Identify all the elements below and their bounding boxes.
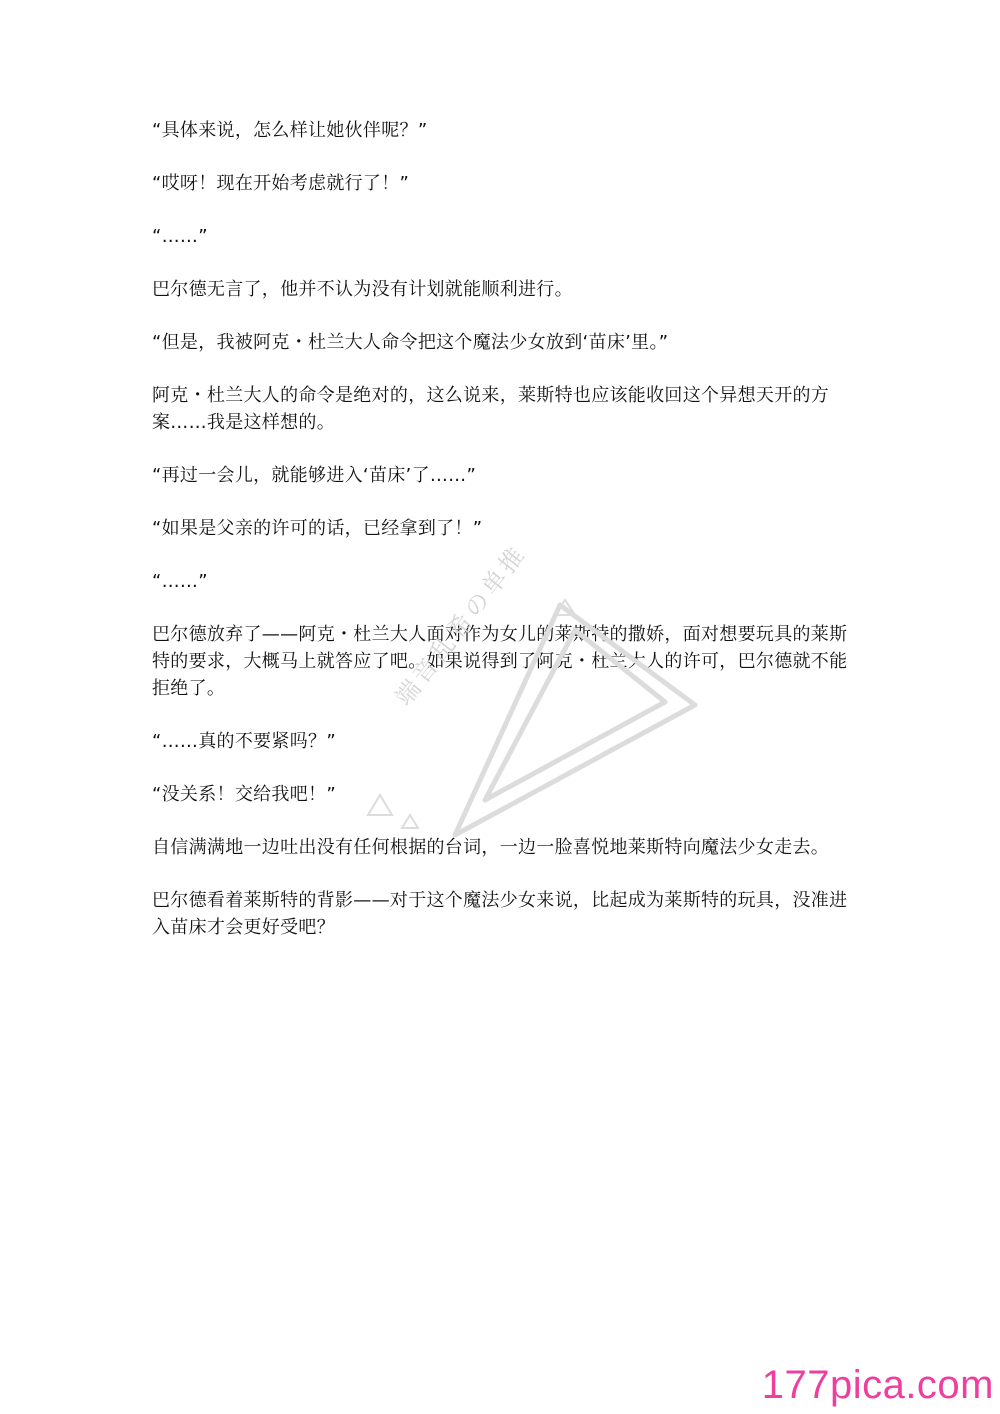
- paragraph: 巴尔德无言了，他并不认为没有计划就能顺利进行。: [152, 279, 573, 300]
- paragraph: “没关系！交给我吧！”: [152, 784, 336, 805]
- paragraph: “……真的不要紧吗？”: [152, 731, 336, 752]
- paragraph: “具体来说，怎么样让她伙伴呢？”: [152, 120, 428, 141]
- paragraph: “……”: [152, 226, 208, 247]
- site-watermark: 177pica.com: [761, 1363, 994, 1407]
- paragraph: 自信满满地一边吐出没有任何根据的台词，一边一脸喜悦地莱斯特向魔法少女走去。: [152, 837, 830, 858]
- paragraph: “哎呀！现在开始考虑就行了！”: [152, 173, 410, 194]
- paragraph: 阿克・杜兰大人的命令是绝对的，这么说来，莱斯特也应该能收回这个异想天开的方案……我是这样想的。: [152, 385, 830, 433]
- paragraph: “……”: [152, 571, 208, 592]
- paragraph: 巴尔德放弃了——阿克・杜兰大人面对作为女儿的莱斯特的撒娇，面对想要玩具的莱斯特的要求，大概马上就答应了吧。如果说得到了阿克・杜兰大人的许可，巴尔德就不能拒绝了。: [152, 624, 848, 699]
- paragraph: “再过一会儿，就能够进入‘苗床’了……”: [152, 465, 477, 486]
- paragraph: “但是，我被阿克・杜兰大人命令把这个魔法少女放到‘苗床’里。”: [152, 332, 669, 353]
- logo-watermark-text: 端音乱希の单推: [389, 539, 533, 711]
- paragraph: “如果是父亲的许可的话，已经拿到了！”: [152, 518, 483, 539]
- paragraph: 巴尔德看着莱斯特的背影——对于这个魔法少女来说，比起成为莱斯特的玩具，没准进入苗床才会更好受吧？: [152, 890, 848, 938]
